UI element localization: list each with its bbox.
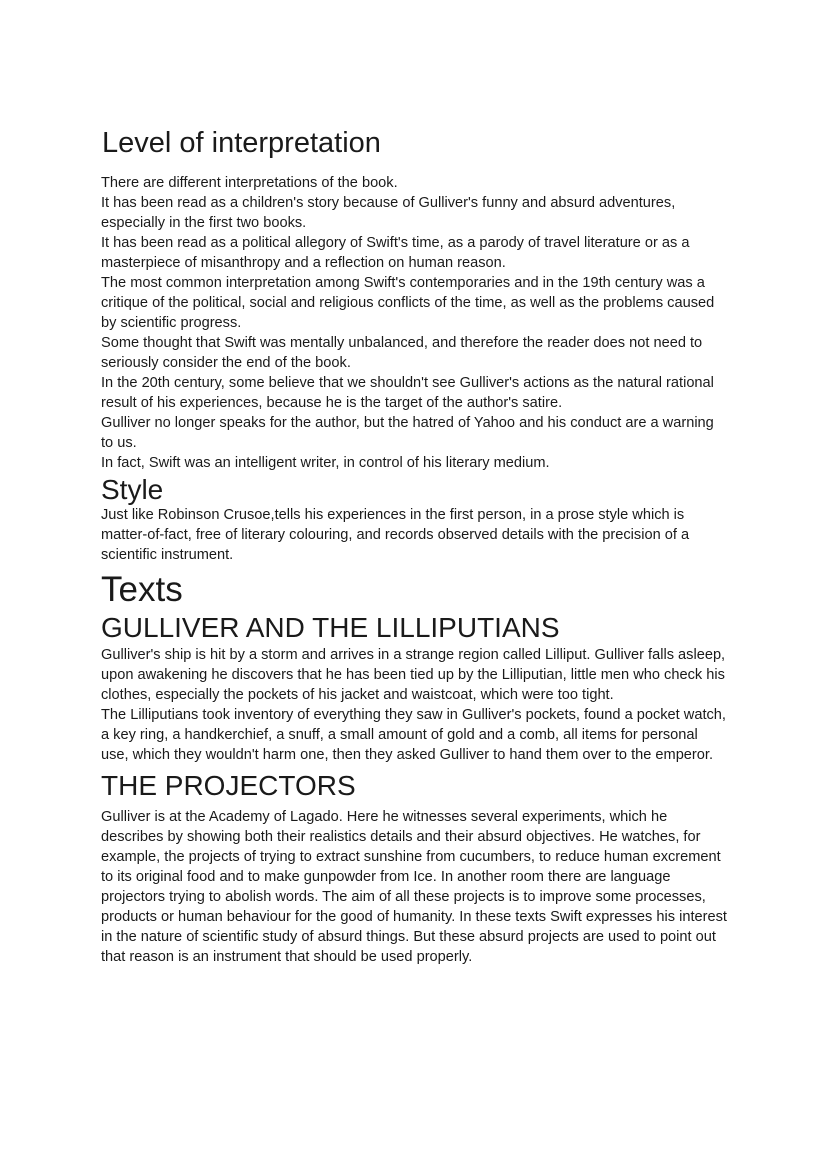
projectors-heading: THE PROJECTORS: [101, 770, 356, 801]
interpretation-paragraph: Gulliver no longer speaks for the author, but the hatred of Yahoo and his conduct are a warning to us.: [101, 415, 714, 451]
interpretation-paragraph: In the 20th century, some believe that we shouldn't see Gulliver's actions as the natural rational result of his experiences, because he is the target of the author's satire.: [101, 375, 714, 411]
lilliputians-paragraph: The Lilliputians took inventory of everything they saw in Gulliver's pockets, found a pocket watch, a key ring, a handkerchief, a snuff, a small amount of gold and a comb, all items for personal use, which they wouldn't harm one, then they asked Gulliver to hand them over to the emperor.: [101, 707, 726, 763]
style-heading: Style: [101, 474, 164, 505]
projectors-section: [101, 771, 728, 967]
interpretation-paragraph: Some thought that Swift was mentally unbalanced, and therefore the reader does not need to seriously consider the end of the book.: [101, 335, 703, 371]
interpretation-paragraph: There are different interpretations of the book.: [101, 175, 398, 191]
projectors-paragraph: Gulliver is at the Academy of Lagado. Here he witnesses several experiments, which he describes by showing both their realistics details and their absurd objectives. He watches, for example, the projects of trying to extract sunshine from cucumbers, to reduce human excrement to its original food and to make gunpowder from Ice. In another room there are language projectors trying to abolish words. The aim of all these projects is to improve some processes, products or human behaviour for the good of humanity. In these texts Swift expresses his interest in the nature of scientific study of absurd things. But these absurd projects are used to point out that reason is an instrument that should be used properly.: [101, 809, 727, 965]
lilliputians-section: [101, 613, 728, 765]
interpretation-paragraph: It has been read as a political allegory of Swift's time, as a parody of travel literature or as a masterpiece of misanthropy and a reflection on human reason.: [101, 235, 690, 271]
style-section: [101, 475, 728, 565]
interpretation-paragraph: The most common interpretation among Swift's contemporaries and in the 19th century was a critique of the political, social and religious conflicts of the time, as well as the problems caused by scientific progress.: [101, 275, 715, 331]
interpretation-paragraph: It has been read as a children's story because of Gulliver's funny and absurd adventures, especially in the first two books.: [101, 195, 676, 231]
lilliputians-paragraph: Gulliver's ship is hit by a storm and arrives in a strange region called Lilliput. Gulliver falls asleep, upon awakening he discovers that he has been tied up by the Lilliputian, little men who check his clothes, especially the pockets of his jacket and waistcoat, which were too tight.: [101, 647, 726, 703]
texts-heading: Texts: [101, 570, 183, 609]
lilliputians-heading: GULLIVER AND THE LILLIPUTIANS: [101, 612, 560, 643]
interpretation-paragraph: In fact, Swift was an intelligent writer, in control of his literary medium.: [101, 455, 550, 471]
style-paragraph: Just like Robinson Crusoe,tells his experiences in the first person, in a prose style which is matter-of-fact, free of literary colouring, and records observed details with the precision of a scientific instrument.: [101, 507, 690, 563]
level-of-interpretation-heading: Level of interpretation: [102, 127, 381, 159]
level-of-interpretation-section: [101, 126, 728, 473]
